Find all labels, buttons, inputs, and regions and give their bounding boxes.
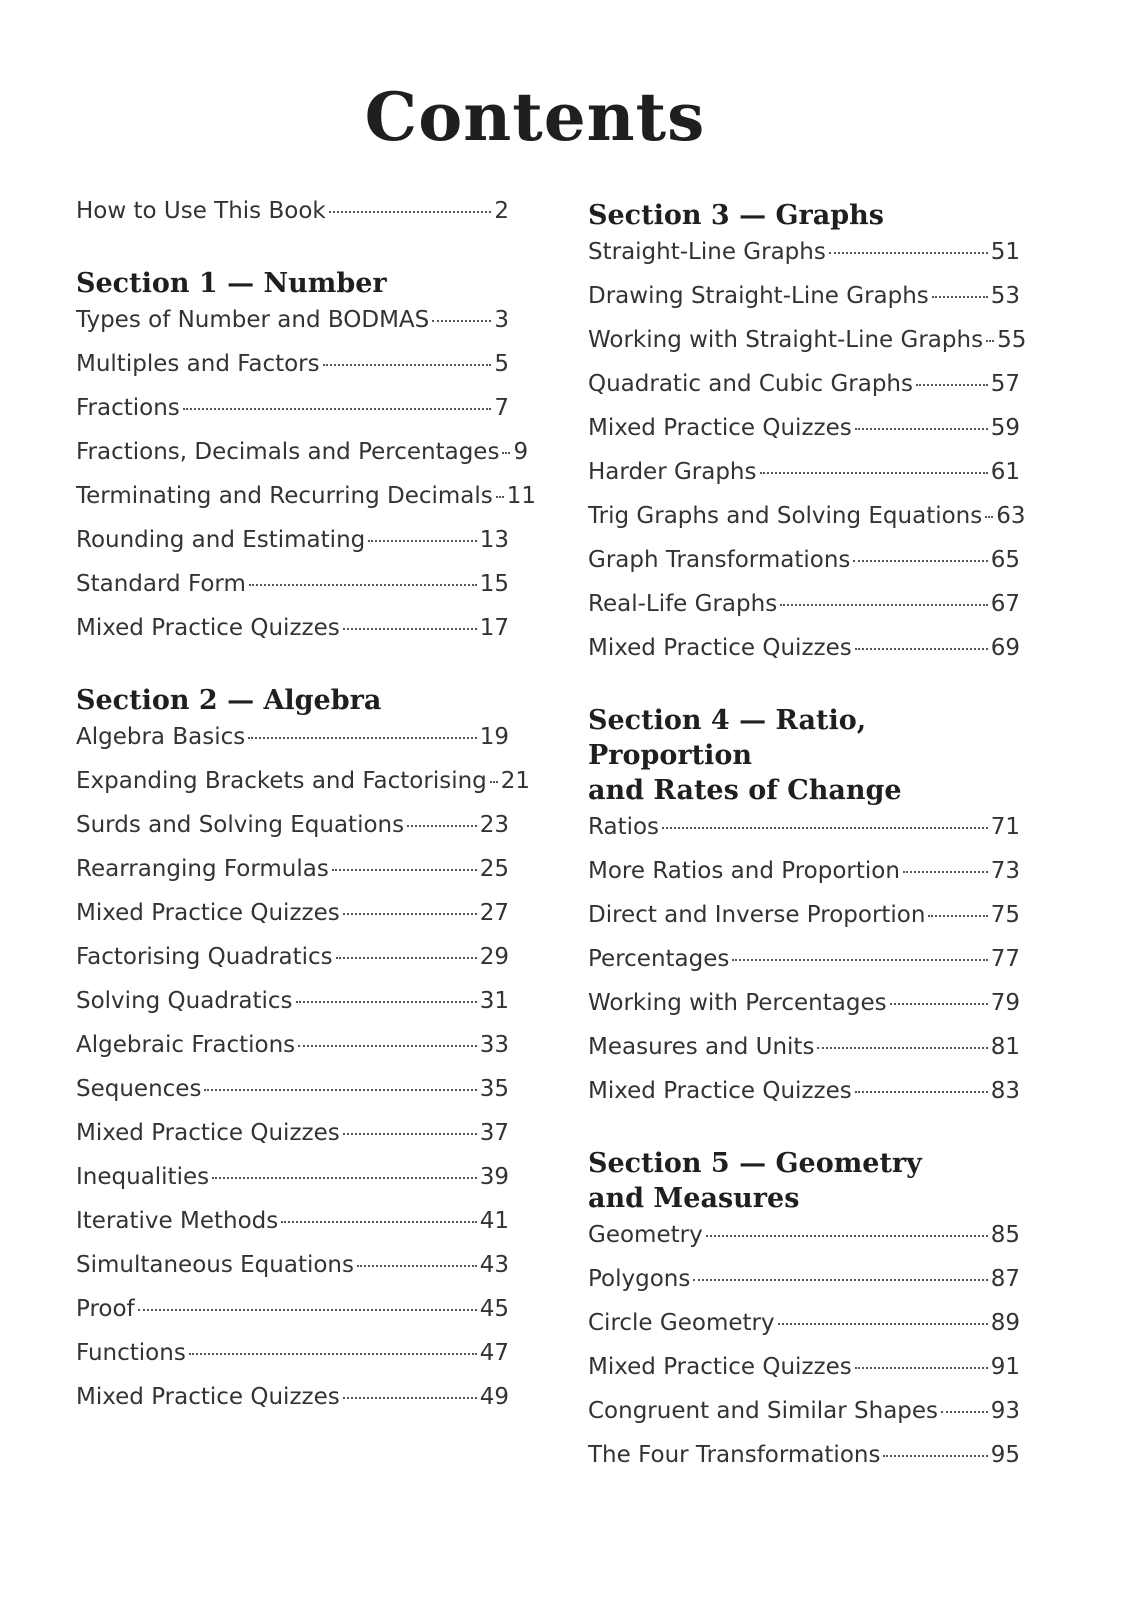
section-heading-line: and Rates of Change (588, 775, 902, 806)
toc-entry-title: Mixed Practice Quizzes (588, 635, 852, 661)
toc-entry-page: 71 (990, 814, 1020, 840)
toc-entry[interactable] (588, 371, 1020, 415)
toc-entry-page: 43 (479, 1252, 509, 1278)
toc-entry-title: Congruent and Similar Shapes (588, 1398, 939, 1424)
section-entries (76, 307, 537, 659)
toc-entry[interactable] (76, 527, 509, 571)
toc-entry[interactable] (588, 635, 1020, 679)
toc-entry-page: 85 (990, 1222, 1020, 1248)
toc-entry[interactable] (588, 1442, 1020, 1486)
dot-leader (853, 560, 987, 562)
toc-entry-page: 73 (990, 858, 1020, 884)
toc-entry-page: 51 (990, 239, 1020, 265)
toc-entry-page: 25 (479, 856, 509, 882)
toc-entry-page: 81 (990, 1034, 1020, 1060)
toc-entry-title: Proof (76, 1296, 135, 1322)
toc-entry-title: Mixed Practice Quizzes (588, 415, 852, 441)
toc-entry[interactable] (588, 1398, 1020, 1442)
toc-entry[interactable] (76, 724, 509, 768)
toc-entry-title: Drawing Straight-Line Graphs (588, 283, 929, 309)
toc-entry-title: Circle Geometry (588, 1310, 775, 1336)
toc-entry[interactable] (588, 946, 1020, 990)
toc-entry[interactable] (76, 1208, 509, 1252)
toc-entry-page: 23 (479, 812, 509, 838)
section-heading: Section 1 — Number (76, 268, 387, 299)
toc-entry[interactable] (588, 1266, 1020, 1310)
toc-entry-title: Ratios (588, 814, 660, 840)
toc-entry-title: The Four Transformations (588, 1442, 881, 1468)
toc-entry-title: Percentages (588, 946, 730, 972)
dot-leader (332, 869, 477, 871)
dot-leader (249, 584, 477, 586)
toc-entry-page: 29 (479, 944, 509, 970)
toc-entry-title: Simultaneous Equations (76, 1252, 354, 1278)
toc-entry[interactable] (588, 1222, 1020, 1266)
section-2 (76, 683, 531, 1428)
toc-entry[interactable] (588, 415, 1020, 459)
toc-entry[interactable] (588, 1034, 1020, 1078)
section-heading (588, 1146, 1020, 1216)
toc-entry[interactable] (76, 1340, 509, 1384)
dot-leader (368, 540, 476, 542)
toc-entry-title: Straight-Line Graphs (588, 239, 826, 265)
dot-leader (941, 1411, 988, 1413)
section-4 (588, 703, 1020, 1122)
section-entries (588, 239, 1027, 679)
dot-leader (778, 1323, 988, 1325)
toc-entry-title: Harder Graphs (588, 459, 757, 485)
toc-entry-title: Geometry (588, 1222, 703, 1248)
dot-leader (502, 452, 510, 454)
toc-entry-title: Quadratic and Cubic Graphs (588, 371, 913, 397)
toc-entry-page: 27 (479, 900, 509, 926)
toc-entry-page: 63 (996, 503, 1026, 529)
dot-leader (336, 957, 477, 959)
dot-leader (343, 1133, 477, 1135)
toc-entry-title: Mixed Practice Quizzes (76, 1384, 340, 1410)
dot-leader (928, 915, 987, 917)
toc-entry-title: More Ratios and Proportion (588, 858, 900, 884)
dot-leader (323, 364, 492, 366)
dot-leader (343, 913, 477, 915)
section-heading-line: Section 4 — Ratio, Proportion (588, 705, 867, 771)
section-heading: Section 3 — Graphs (588, 200, 884, 231)
toc-entry-title: Solving Quadratics (76, 988, 293, 1014)
toc-entry-page: 15 (479, 571, 509, 597)
toc-entry-page: 47 (479, 1340, 509, 1366)
toc-entry-page: 55 (997, 327, 1027, 353)
dot-leader (432, 320, 491, 322)
toc-entry-page: 11 (506, 483, 537, 509)
dot-leader (248, 737, 477, 739)
toc-entry-page: 93 (990, 1398, 1020, 1424)
toc-entry[interactable] (588, 591, 1020, 635)
section-heading-line: Section 5 — Geometry (588, 1148, 922, 1179)
toc-entry-title: Rearranging Formulas (76, 856, 329, 882)
toc-entry[interactable] (588, 1354, 1020, 1398)
toc-entry-page: 17 (479, 615, 509, 641)
toc-entry[interactable] (76, 900, 509, 944)
toc-entry[interactable] (588, 990, 1020, 1034)
dot-leader (890, 1003, 988, 1005)
toc-entry[interactable] (588, 902, 1020, 946)
toc-entry-page: 3 (494, 307, 509, 333)
toc-entry[interactable] (76, 1032, 509, 1076)
toc-entry[interactable] (588, 547, 1020, 591)
toc-entry[interactable] (588, 327, 1027, 371)
toc-entry[interactable] (76, 1384, 509, 1428)
toc-entry-page: 87 (990, 1266, 1020, 1292)
toc-entry-page: 75 (990, 902, 1020, 928)
dot-leader (985, 516, 993, 518)
toc-entry[interactable] (588, 239, 1020, 283)
toc-entry-title: Iterative Methods (76, 1208, 279, 1234)
toc-entry[interactable] (76, 351, 509, 395)
toc-entry-page: 33 (479, 1032, 509, 1058)
dot-leader (281, 1221, 476, 1223)
toc-entry-page: 19 (479, 724, 509, 750)
toc-entry-page: 69 (990, 635, 1020, 661)
toc-entry-title: Working with Percentages (588, 990, 887, 1016)
section-heading (588, 703, 1020, 808)
dot-leader (490, 781, 498, 783)
dot-leader (706, 1235, 988, 1237)
toc-entry-title: Expanding Brackets and Factorising (76, 768, 487, 794)
dot-leader (932, 296, 988, 298)
toc-entry-page: 13 (479, 527, 509, 553)
toc-entry-page: 61 (990, 459, 1020, 485)
toc-entry[interactable] (588, 503, 1026, 547)
toc-entry-title: How to Use This Book (76, 198, 326, 224)
toc-entry[interactable] (76, 439, 529, 483)
toc-entry[interactable] (76, 571, 509, 615)
toc-entry-title: Trig Graphs and Solving Equations (588, 503, 983, 529)
left-column (76, 198, 537, 1428)
toc-entry-title: Algebraic Fractions (76, 1032, 296, 1058)
toc-entry-title: Mixed Practice Quizzes (588, 1354, 852, 1380)
toc-entry[interactable] (76, 615, 509, 659)
toc-entry-page: 65 (990, 547, 1020, 573)
toc-entry-title: Standard Form (76, 571, 246, 597)
toc-entry-page: 45 (479, 1296, 509, 1322)
toc-entry[interactable] (588, 283, 1020, 327)
dot-leader (732, 959, 987, 961)
toc-entry-title: Surds and Solving Equations (76, 812, 405, 838)
toc-entry[interactable] (76, 395, 509, 439)
section-1 (76, 266, 537, 659)
toc-entry-title: Measures and Units (588, 1034, 815, 1060)
toc-entry-title: Algebra Basics (76, 724, 246, 750)
toc-entry[interactable] (76, 1296, 509, 1340)
toc-entry-title: Mixed Practice Quizzes (76, 900, 340, 926)
dot-leader (407, 825, 477, 827)
toc-entry-page: 35 (479, 1076, 509, 1102)
toc-entry-page: 5 (494, 351, 509, 377)
toc-entry[interactable] (588, 1078, 1020, 1122)
toc-entry[interactable] (76, 1164, 509, 1208)
toc-entry-page: 21 (500, 768, 531, 794)
section-heading-line: and Measures (588, 1183, 800, 1214)
section-3 (588, 198, 1027, 679)
dot-leader (204, 1089, 476, 1091)
toc-entry-page: 59 (990, 415, 1020, 441)
dot-leader (693, 1279, 987, 1281)
toc-entry-page: 83 (990, 1078, 1020, 1104)
toc-entry-page: 9 (513, 439, 529, 465)
dot-leader (916, 384, 988, 386)
dot-leader (817, 1047, 987, 1049)
toc-entry-title: Rounding and Estimating (76, 527, 366, 553)
toc-entry-title: Fractions (76, 395, 180, 421)
dot-leader (855, 428, 988, 430)
toc-entry-title: Working with Straight-Line Graphs (588, 327, 984, 353)
toc-entry-intro[interactable] (76, 198, 509, 242)
toc-entry-page: 67 (990, 591, 1020, 617)
dot-leader (986, 340, 994, 342)
toc-entry-title: Direct and Inverse Proportion (588, 902, 926, 928)
dot-leader (780, 604, 988, 606)
toc-entry-title: Polygons (588, 1266, 691, 1292)
dot-leader (296, 1001, 477, 1003)
section-entries (76, 724, 531, 1428)
toc-entry[interactable] (76, 768, 531, 812)
right-column (588, 198, 1027, 1486)
dot-leader (662, 827, 988, 829)
dot-leader (760, 472, 988, 474)
toc-entry[interactable] (76, 944, 509, 988)
section-entries (588, 1222, 1020, 1486)
toc-entry-page: 91 (990, 1354, 1020, 1380)
dot-leader (855, 1091, 988, 1093)
toc-entry-page: 7 (494, 395, 509, 421)
toc-entry-page: 39 (479, 1164, 509, 1190)
toc-entry[interactable] (76, 988, 509, 1032)
toc-entry-title: Multiples and Factors (76, 351, 320, 377)
toc-entry-title: Mixed Practice Quizzes (588, 1078, 852, 1104)
dot-leader (138, 1309, 477, 1311)
dot-leader (189, 1353, 477, 1355)
toc-entry-page: 2 (494, 198, 509, 224)
toc-entry[interactable] (76, 483, 537, 527)
toc-entry[interactable] (76, 307, 509, 351)
dot-leader (855, 648, 988, 650)
dot-leader (357, 1265, 477, 1267)
section-5 (588, 1146, 1020, 1486)
dot-leader (343, 628, 477, 630)
toc-entry[interactable] (76, 1076, 509, 1120)
toc-entry-page: 49 (479, 1384, 509, 1410)
toc-entry[interactable] (588, 1310, 1020, 1354)
toc-entry-page: 31 (479, 988, 509, 1014)
dot-leader (329, 211, 492, 213)
toc-entry-page: 53 (990, 283, 1020, 309)
toc-entry-page: 77 (990, 946, 1020, 972)
toc-entry-page: 95 (990, 1442, 1020, 1468)
dot-leader (183, 408, 492, 410)
toc-entry-title: Mixed Practice Quizzes (76, 1120, 340, 1146)
toc-entry-page: 41 (479, 1208, 509, 1234)
toc-entry-title: Factorising Quadratics (76, 944, 333, 970)
toc-entry-title: Functions (76, 1340, 186, 1366)
toc-entry[interactable] (76, 812, 509, 856)
toc-entry-title: Real-Life Graphs (588, 591, 778, 617)
toc-entry-title: Types of Number and BODMAS (76, 307, 430, 333)
toc-entry-page: 57 (990, 371, 1020, 397)
dot-leader (496, 496, 504, 498)
toc-entry[interactable] (588, 858, 1020, 902)
dot-leader (903, 871, 988, 873)
toc-entry-title: Inequalities (76, 1164, 210, 1190)
section-entries (588, 814, 1020, 1122)
dot-leader (829, 252, 988, 254)
toc-entry-page: 37 (479, 1120, 509, 1146)
section-heading: Section 2 — Algebra (76, 685, 382, 716)
toc-entry[interactable] (76, 856, 509, 900)
dot-leader (855, 1367, 988, 1369)
dot-leader (298, 1045, 477, 1047)
toc-entry[interactable] (76, 1120, 509, 1164)
toc-entry[interactable] (588, 459, 1020, 503)
dot-leader (343, 1397, 477, 1399)
toc-entry-page: 79 (990, 990, 1020, 1016)
toc-entry-title: Graph Transformations (588, 547, 851, 573)
toc-entry[interactable] (588, 814, 1020, 858)
toc-entry-title: Fractions, Decimals and Percentages (76, 439, 500, 465)
toc-entry-title: Terminating and Recurring Decimals (76, 483, 493, 509)
page-title: Contents (364, 78, 706, 156)
toc-entry-page: 89 (990, 1310, 1020, 1336)
dot-leader (212, 1177, 477, 1179)
toc-entry-title: Sequences (76, 1076, 202, 1102)
toc-entry[interactable] (76, 1252, 509, 1296)
toc-entry-title: Mixed Practice Quizzes (76, 615, 340, 641)
dot-leader (883, 1455, 987, 1457)
